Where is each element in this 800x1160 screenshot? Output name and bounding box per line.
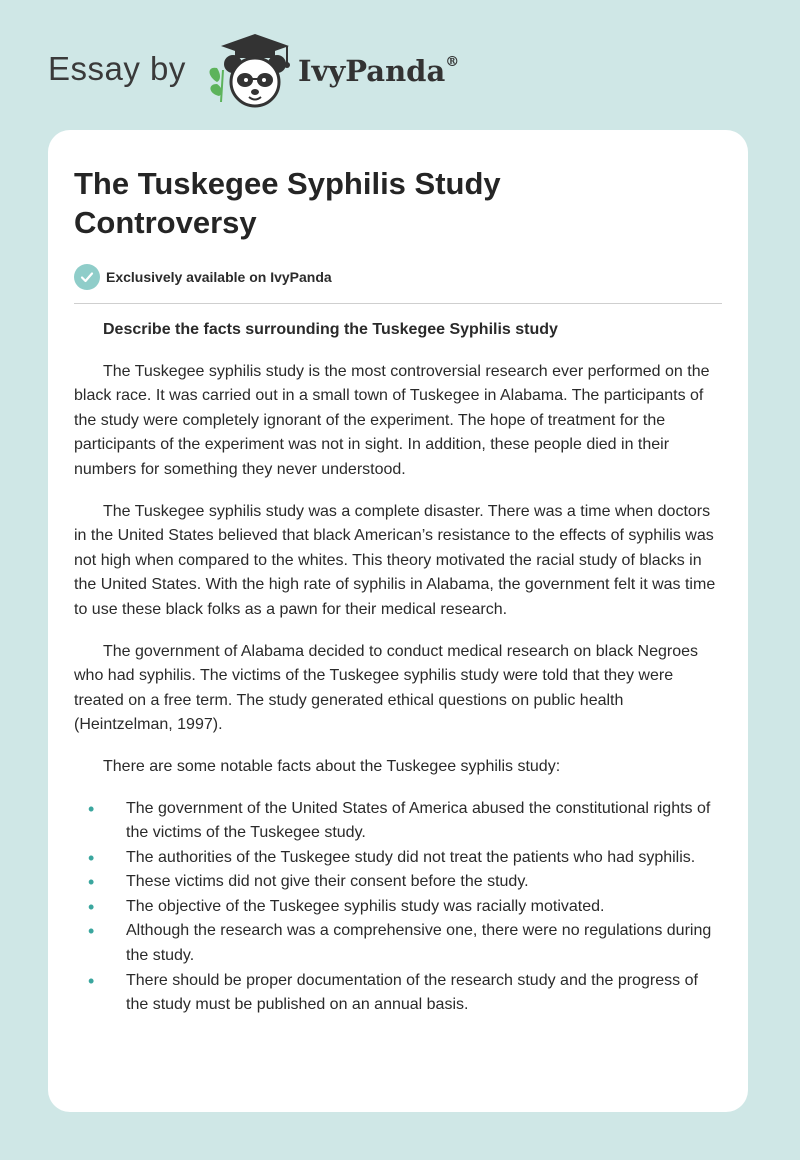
paragraph: The Tuskegee syphilis study was a complete disaster. There was a time when doctors in the United States believed that black American’s resistance to the effects of syphilis was not high when compared to the whites. This theory motivated the racial study of blacks in the United States. With the high rate of syphilis in Alabama, the government felt it was time to use these black folks as a pawn for their medical research. xyxy=(74,502,716,618)
essay-body xyxy=(74,318,724,1018)
list-item xyxy=(74,797,724,846)
list-item-text: There should be proper documentation of the research study and the progress of the study must be published on an annual basis. xyxy=(126,971,698,1014)
divider xyxy=(74,303,722,304)
section-subheading: Describe the facts surrounding the Tuskegee Syphilis study xyxy=(103,321,558,338)
paragraph: The Tuskegee syphilis study is the most controversial research ever performed on the black race. It was carried out in a small town of Tuskegee in Alabama. The participants of the study were completely ignorant of the experiment. The hope of treatment for the participants of the experiment was not in sight. In addition, these people died in their numbers for something they never understood. xyxy=(74,362,710,478)
list-item-text: Although the research was a comprehensive one, there were no regulations during the study. xyxy=(126,922,712,965)
bullet-icon: • xyxy=(88,847,95,868)
essay-card xyxy=(48,130,748,1112)
check-icon xyxy=(74,264,100,290)
paragraph: There are some notable facts about the Tuskegee syphilis study: xyxy=(103,757,561,775)
list-item xyxy=(74,870,724,895)
list-item-text: These victims did not give their consent before the study. xyxy=(126,873,529,891)
panda-logo-icon[interactable] xyxy=(203,30,293,110)
site-header xyxy=(48,30,748,110)
bullet-icon: • xyxy=(88,872,95,893)
bullet-icon: • xyxy=(88,896,95,917)
brand-name[interactable] xyxy=(298,54,459,88)
bullet-icon: • xyxy=(88,970,95,991)
essay-title: The Tuskegee Syphilis Study Controversy xyxy=(74,166,501,240)
list-item xyxy=(74,846,724,871)
bullet-icon: • xyxy=(88,921,95,942)
exclusive-badge xyxy=(74,264,332,290)
paragraph: The government of Alabama decided to conduct medical research on black Negroes who had syphilis. The victims of the Tuskegee syphilis study were told that they were treated on a free term. The study generated ethical questions on public health (Heintzelman, 1997). xyxy=(74,642,699,734)
list-item-text: The objective of the Tuskegee syphilis study was racially motivated. xyxy=(126,897,605,915)
facts-list xyxy=(74,797,724,1018)
exclusive-badge-text: Exclusively available on IvyPanda xyxy=(106,269,332,285)
essay-by-label: Essay by xyxy=(48,50,186,87)
bullet-icon: • xyxy=(88,798,95,819)
list-item xyxy=(74,919,724,968)
list-item xyxy=(74,895,724,920)
list-item-text: The government of the United States of America abused the constitutional rights of the victims of the Tuskegee study. xyxy=(126,799,711,842)
brand-name-text: IvyPanda xyxy=(298,54,446,88)
registered-mark: ® xyxy=(445,54,460,71)
list-item-text: The authorities of the Tuskegee study did not treat the patients who had syphilis. xyxy=(126,848,696,866)
list-item xyxy=(74,969,724,1018)
